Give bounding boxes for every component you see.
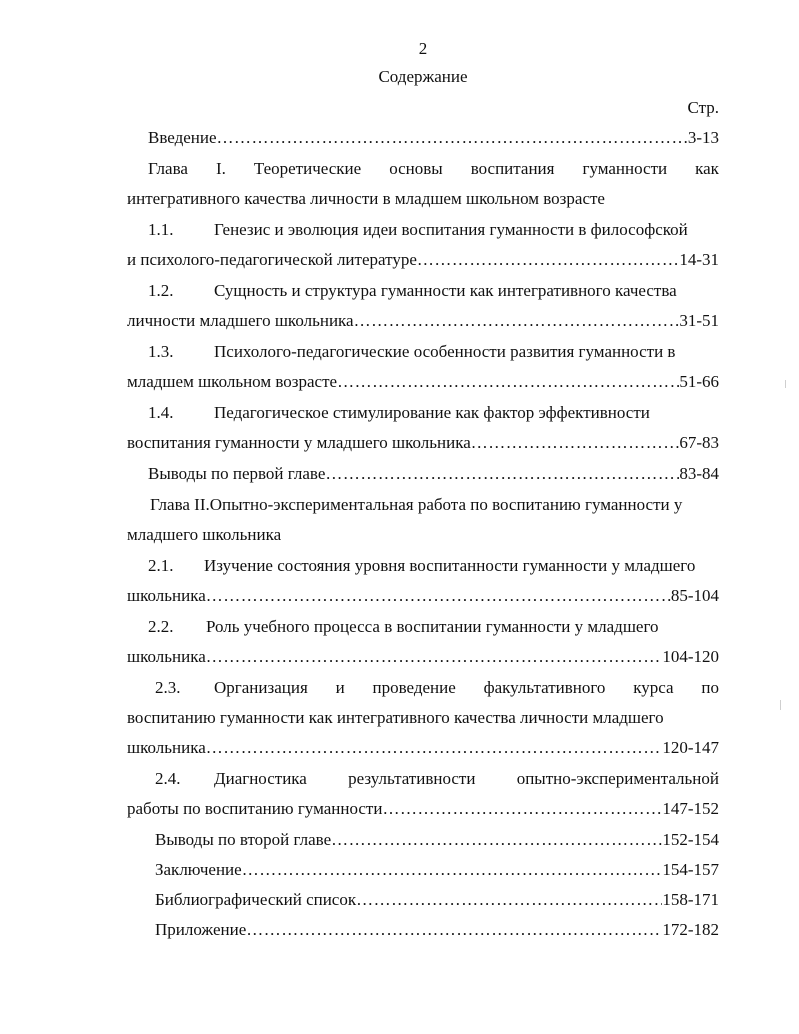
toc-entry-conclusion: [155, 859, 719, 881]
scan-artifact: [785, 380, 786, 388]
section-title: Генезис и эволюция идеи воспитания гуманности в философской: [214, 220, 688, 239]
section-number: 2.4.: [155, 769, 181, 788]
toc-section-1-4-line2: [127, 432, 719, 454]
dot-leader: [417, 249, 679, 271]
toc-section-2-3-line2: воспитанию гуманности как интегративного качества личности младшего: [127, 708, 664, 727]
toc-entry-pages: 14-31: [679, 250, 719, 269]
toc-entry-appendix: [155, 919, 719, 941]
toc-section-2-4: [155, 768, 719, 790]
section-number: 1.1.: [148, 220, 174, 239]
toc-chapter-2-heading: Глава II.Опытно-экспериментальная работа по воспитанию гуманности у: [150, 495, 683, 514]
word: основы: [389, 159, 443, 178]
word: результативности: [348, 769, 476, 788]
section-number: 2.3.: [155, 678, 181, 697]
toc-entry-label: Библиографический список: [155, 890, 357, 909]
section-title-cont: младшем школьном возрасте: [127, 372, 338, 391]
toc-section-2-3: [155, 677, 719, 699]
scan-artifact: [780, 700, 781, 710]
toc-entry-pages: 152-154: [662, 830, 719, 849]
section-number: 1.3.: [148, 342, 174, 361]
dot-leader: [206, 585, 671, 607]
toc-entry-pages: 120-147: [662, 738, 719, 757]
toc-section-1-3-line2: [127, 371, 719, 393]
word: курса: [633, 678, 674, 697]
section-title-cont: школьника: [127, 586, 206, 605]
toc-chapter-1-heading: [148, 158, 719, 180]
toc-section-2-1: [148, 555, 719, 577]
word: по: [701, 678, 719, 697]
word: гуманности: [582, 159, 668, 178]
pages-column-header: Стр.: [687, 98, 719, 117]
word: факультативного: [483, 678, 606, 697]
toc-entry-pages: 3-13: [687, 128, 719, 147]
section-title-cont: и психолого-педагогической литературе: [127, 250, 417, 269]
toc-section-1-1: [148, 219, 719, 241]
toc-entry-pages: 67-83: [679, 433, 719, 452]
toc-entry-pages: 158-171: [662, 890, 719, 909]
section-number: 2.2.: [148, 617, 174, 636]
word: Глава: [148, 159, 188, 178]
page-title: Содержание: [378, 67, 468, 86]
word: Организация: [214, 678, 308, 697]
toc-entry-pages: 85-104: [670, 586, 719, 605]
dot-leader: [354, 310, 680, 332]
section-title-cont: школьника: [127, 647, 206, 666]
toc-entry-label: Выводы по первой главе: [148, 464, 326, 483]
word: как: [695, 159, 719, 178]
section-number: 1.4.: [148, 403, 174, 422]
section-title: [214, 768, 719, 790]
toc-section-1-1-line2: [127, 249, 719, 271]
word: Теоретические: [253, 159, 362, 178]
toc-entry-pages: 31-51: [679, 311, 719, 330]
dot-leader: [242, 859, 663, 881]
section-title-cont: школьника: [127, 738, 206, 757]
dot-leader: [331, 829, 662, 851]
word: проведение: [372, 678, 456, 697]
toc-entry-intro: [148, 127, 719, 149]
page-number: 2: [418, 39, 428, 58]
toc-entry-pages: 154-157: [662, 860, 719, 879]
dot-leader: [206, 737, 663, 759]
dot-leader: [217, 127, 688, 149]
word: I.: [215, 159, 226, 178]
toc-section-1-4: [148, 402, 719, 424]
section-title: Роль учебного процесса в воспитании гуманности у младшего: [206, 617, 659, 636]
toc-entry-pages: 51-66: [679, 372, 719, 391]
word: опытно-экспериментальной: [516, 769, 719, 788]
word: Диагностика: [214, 769, 307, 788]
toc-entry-pages: 104-120: [662, 647, 719, 666]
toc-section-2-2: [148, 616, 719, 638]
section-title-cont: работы по воспитанию гуманности: [127, 799, 383, 818]
toc-entry-label: Выводы по второй главе: [155, 830, 332, 849]
toc-chapter-1-heading-line2: интегративного качества личности в младшем школьном возрасте: [127, 189, 605, 208]
section-title: Педагогическое стимулирование как фактор эффективности: [214, 403, 650, 422]
section-title: Психолого-педагогические особенности развития гуманности в: [214, 342, 676, 361]
dot-leader: [206, 646, 663, 668]
dot-leader: [356, 889, 662, 911]
toc-entry-pages: 172-182: [662, 920, 719, 939]
toc-entry-conclusions-chapter-1: [148, 463, 719, 485]
section-title: [214, 677, 719, 699]
word: и: [335, 678, 345, 697]
word: воспитания: [470, 159, 555, 178]
section-title-cont: воспитания гуманности у младшего школьника: [127, 433, 471, 452]
toc-entry-conclusions-chapter-2: [155, 829, 719, 851]
toc-entry-label: Приложение: [155, 920, 247, 939]
toc-section-2-2-line2: [127, 646, 719, 668]
toc-entry-label: Введение: [148, 128, 217, 147]
toc-section-1-2-line2: [127, 310, 719, 332]
dot-leader: [337, 371, 679, 393]
section-number: 2.1.: [148, 556, 174, 575]
section-title-cont: личности младшего школьника: [127, 311, 354, 330]
dot-leader: [325, 463, 679, 485]
toc-chapter-2-heading-line2: младшего школьника: [127, 525, 282, 544]
toc-section-2-1-line2: [127, 585, 719, 607]
dot-leader: [471, 432, 680, 454]
toc-section-2-3-line3: [127, 737, 719, 759]
toc-entry-label: Заключение: [155, 860, 242, 879]
toc-entry-pages: 83-84: [679, 464, 719, 483]
toc-section-1-3: [148, 341, 719, 363]
section-title: Изучение состояния уровня воспитанности гуманности у младшего: [204, 556, 696, 575]
toc-entry-pages: 147-152: [662, 799, 719, 818]
toc-section-2-4-line2: [127, 798, 719, 820]
toc-section-1-2: [148, 280, 719, 302]
dot-leader: [246, 919, 662, 941]
toc-entry-bibliography: [155, 889, 719, 911]
section-title: Сущность и структура гуманности как интегративного качества: [214, 281, 677, 300]
section-number: 1.2.: [148, 281, 174, 300]
dot-leader: [382, 798, 662, 820]
